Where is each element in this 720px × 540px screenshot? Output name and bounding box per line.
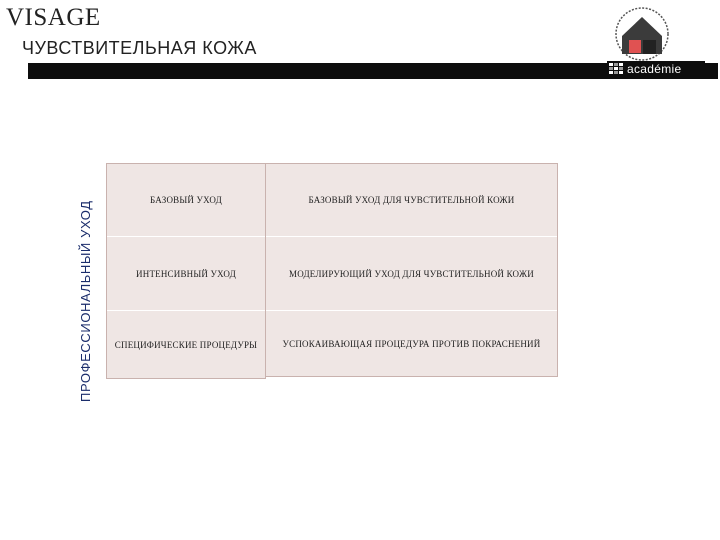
academie-wordmark xyxy=(607,61,705,77)
treatment-cell: УСПОКАИВАЮЩАЯ ПРОЦЕДУРА ПРОТИВ ПОКРАСНЕНИЙ xyxy=(282,338,541,349)
category-cell: СПЕЦИФИЧЕСКИЕ ПРОЦЕДУРЫ xyxy=(114,339,258,350)
side-category-label: ПРОФЕССИОНАЛЬНЫЙ УХОД xyxy=(78,200,93,402)
treatment-column xyxy=(265,163,558,377)
category-cell: БАЗОВЫЙ УХОД xyxy=(150,195,222,205)
treatment-cell: МОДЕЛИРУЮЩИЙ УХОД ДЛЯ ЧУВСТИТЕЛЬНОЙ КОЖИ xyxy=(289,268,534,279)
tile-pattern-icon xyxy=(609,63,623,75)
page-subtitle: ЧУВСТВИТЕЛЬНАЯ КОЖА xyxy=(22,38,257,58)
category-column xyxy=(106,163,266,379)
treatment-cell: БАЗОВЫЙ УХОД ДЛЯ ЧУВСТИТЕЛЬНОЙ КОЖИ xyxy=(308,195,515,205)
logo-wordmark-text: académie xyxy=(627,62,682,76)
category-cell: ИНТЕНСИВНЫЙ УХОД xyxy=(136,268,236,279)
brand-title: VISAGE xyxy=(6,4,101,31)
academie-house-logo-icon xyxy=(608,6,676,62)
